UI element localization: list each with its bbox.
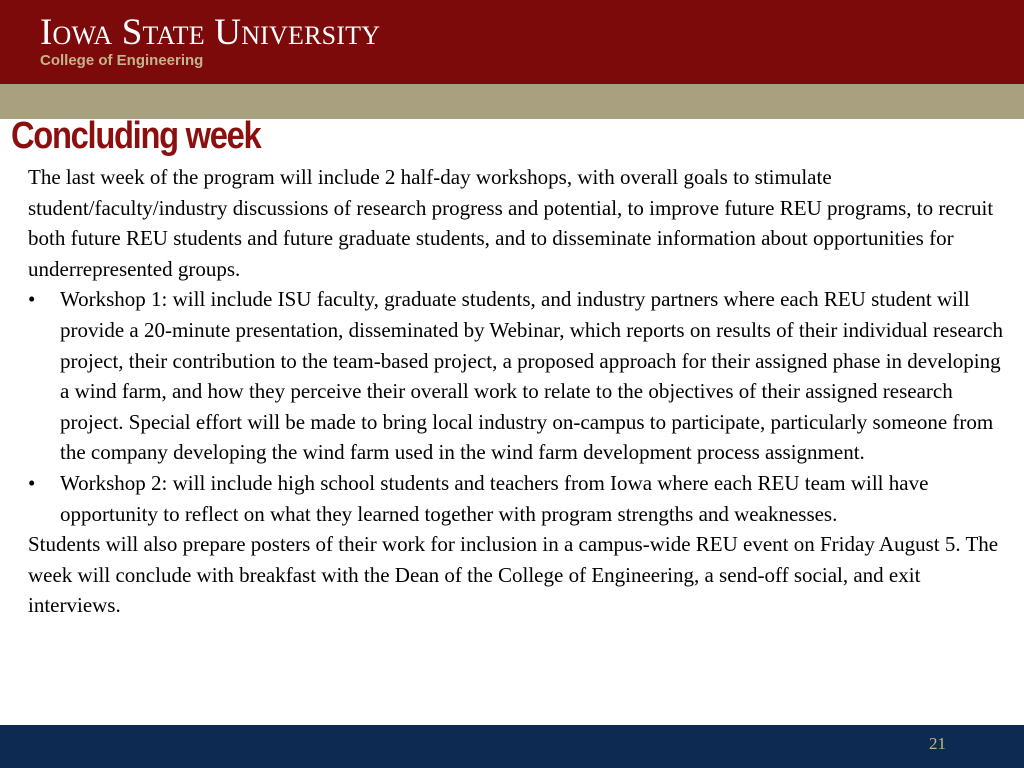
page-number: 21 bbox=[929, 734, 946, 753]
list-item-text: Workshop 2: will include high school students and teachers from Iowa where each REU team will have opportunity to reflect on what they learned together with program strengths and weaknesses. bbox=[60, 470, 929, 526]
college-name: College of Engineering bbox=[40, 52, 204, 69]
gold-divider-band bbox=[0, 84, 1024, 119]
list-item bbox=[28, 468, 1003, 529]
workshop-list bbox=[28, 284, 1003, 529]
bullet-icon: • bbox=[28, 287, 36, 312]
list-item-text: Workshop 1: will include ISU faculty, graduate students, and industry partners where each REU student will provide a 20-minute presentation, disseminated by Webinar, which reports on results of their individual research project, their contribution to the team-based project, a proposed approach for their assigned phase in developing a wind farm, and how they perceive their overall work to relate to the objectives of their assigned research project. Special effort will be made to bring local industry on-campus to participate, particularly someone from the company developing the wind farm used in the wind farm development process assignment. bbox=[60, 287, 1003, 465]
footer-band bbox=[0, 725, 1024, 768]
header-band bbox=[0, 0, 1024, 84]
intro-paragraph: The last week of the program will include 2 half-day workshops, with overall goals to stimulate student/faculty/industry discussions of research progress and potential, to improve future REU programs, to recruit both future REU students and future graduate students, and to disseminate information about opportunities for underrepresented groups. bbox=[28, 165, 994, 281]
bullet-icon: • bbox=[28, 470, 36, 495]
slide-body bbox=[28, 162, 1003, 621]
list-item bbox=[28, 284, 1003, 468]
university-wordmark: Iowa State University bbox=[40, 12, 381, 53]
slide-title: Concluding week bbox=[11, 115, 261, 157]
closing-paragraph: Students will also prepare posters of their work for inclusion in a campus-wide REU event on Friday August 5. The week will conclude with breakfast with the Dean of the College of Engineering, a send-off social, and exit interviews. bbox=[28, 532, 999, 618]
